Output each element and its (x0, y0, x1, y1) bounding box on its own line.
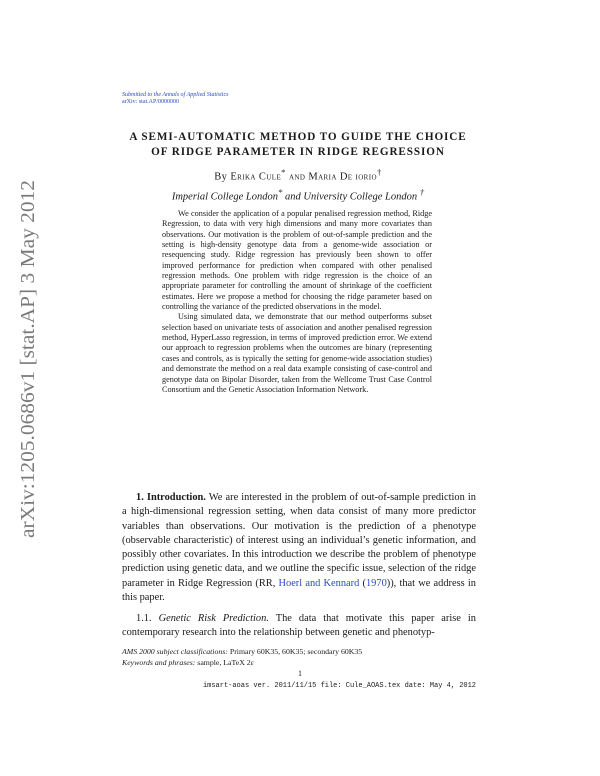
keywords (122, 657, 476, 668)
abstract (162, 209, 432, 395)
genetic-risk-subsection (122, 612, 476, 641)
ams-classification (122, 646, 476, 657)
page-number: 1 (298, 669, 302, 678)
section-heading: 1. Introduction. (136, 492, 206, 503)
introduction-paragraph (122, 491, 476, 605)
citation-link[interactable]: Hoerl and Kennard (278, 577, 360, 589)
subsection-heading: Genetic Risk Prediction. (158, 613, 269, 624)
body-text: The data that motivate this paper arise in contemporary research into the relationship between genetic and phenotyp- (122, 613, 476, 639)
subsection-paragraph (122, 612, 476, 641)
title-line: OF RIDGE PARAMETER IN RIDGE REGRESSION (151, 146, 445, 158)
affiliation-mark: * (278, 187, 283, 197)
author-mark: † (376, 167, 382, 177)
paper-title (120, 130, 476, 160)
abstract-paragraph: We consider the application of a popular penalised regression method, Ridge Regression, to data with very high dimensions and many more covariates than observations. Our motivation is the problem of out-of-sample prediction and the setting is high-density genotype data from a genome-wide association or resequencing study. Ridge regression has previously been shown to offer improved performance for prediction when compared with other penalised regression methods. One problem with ridge regression is the choice of an appropriate parameter for controlling the amount of shrinkage of the coefficient estimates. Here we propose a method for choosing the ridge parameter based on controlling the variance of the predicted observations in the model. (162, 209, 432, 312)
affiliation-line (120, 187, 476, 203)
keywords-value: sample, LaTeX 2ε (195, 658, 254, 667)
author-name: Erika Cule (230, 171, 282, 183)
arxiv-identifier[interactable]: arXiv: stat.AP/0000000 (122, 99, 179, 105)
author-mark: * (281, 167, 286, 177)
body-text: We are interested in the problem of out-of-sample prediction in a high-dimensional regression setting, when data consist of many more predictor variables than observations. Our motivation is the prediction of a phenotype (observable characteristic) of interest using an individual’s genetic information, and possibly other covariates. In this introduction we describe the problem of phenotype prediction using genetic data, and we outline the specific issue, selection of the ridge parameter in Ridge Regression (RR, (122, 492, 476, 589)
by-word: By (214, 171, 228, 183)
citation-year-link[interactable]: 1970 (365, 577, 387, 589)
body-text: ( (359, 577, 366, 589)
institution-name: and University College London (282, 191, 420, 203)
body-text: )), that we address in this paper. (122, 577, 476, 604)
ams-label: AMS 2000 subject classifications: (122, 647, 228, 656)
title-line: A SEMI-AUTOMATIC METHOD TO GUIDE THE CHOICE (129, 131, 467, 143)
imsart-footer: imsart-aoas ver. 2011/11/15 file: Cule_AOAS.tex date: May 4, 2012 (202, 682, 476, 690)
subsection-number: 1.1. (136, 613, 159, 624)
journal-submission-note[interactable]: Submitted to the Annals of Applied Statistics (122, 92, 229, 98)
and-word: and (288, 171, 306, 183)
institution-name: Imperial College London (171, 191, 279, 203)
author-name: Maria De iorio (308, 171, 377, 183)
affiliation-mark: † (419, 187, 425, 197)
introduction-section (122, 491, 476, 605)
ams-value: Primary 60K35, 60K35; secondary 60K35 (227, 647, 363, 656)
footnotes (122, 646, 476, 668)
abstract-paragraph: Using simulated data, we demonstrate that our method outperforms subset selection based on univariate tests of association and another penalised regression method, HyperLasso regression, in terms of improved prediction error. We extend our approach to regression problems when the outcomes are binary (representing cases and controls, as is typically the setting for genome-wide association studies) and demonstrate the method on a real data example consisting of case-control and genotype data on Bipolar Disorder, taken from the Wellcome Trust Case Control Consortium and the Genetic Association Information Network. (162, 312, 432, 394)
author-line (120, 167, 476, 183)
arxiv-sidebar-stamp (14, 178, 40, 538)
keywords-label: Keywords and phrases: (122, 658, 196, 667)
arxiv-stamp-text: arXiv:1205.0686v1 [stat.AP] 3 May 2012 (17, 203, 39, 538)
